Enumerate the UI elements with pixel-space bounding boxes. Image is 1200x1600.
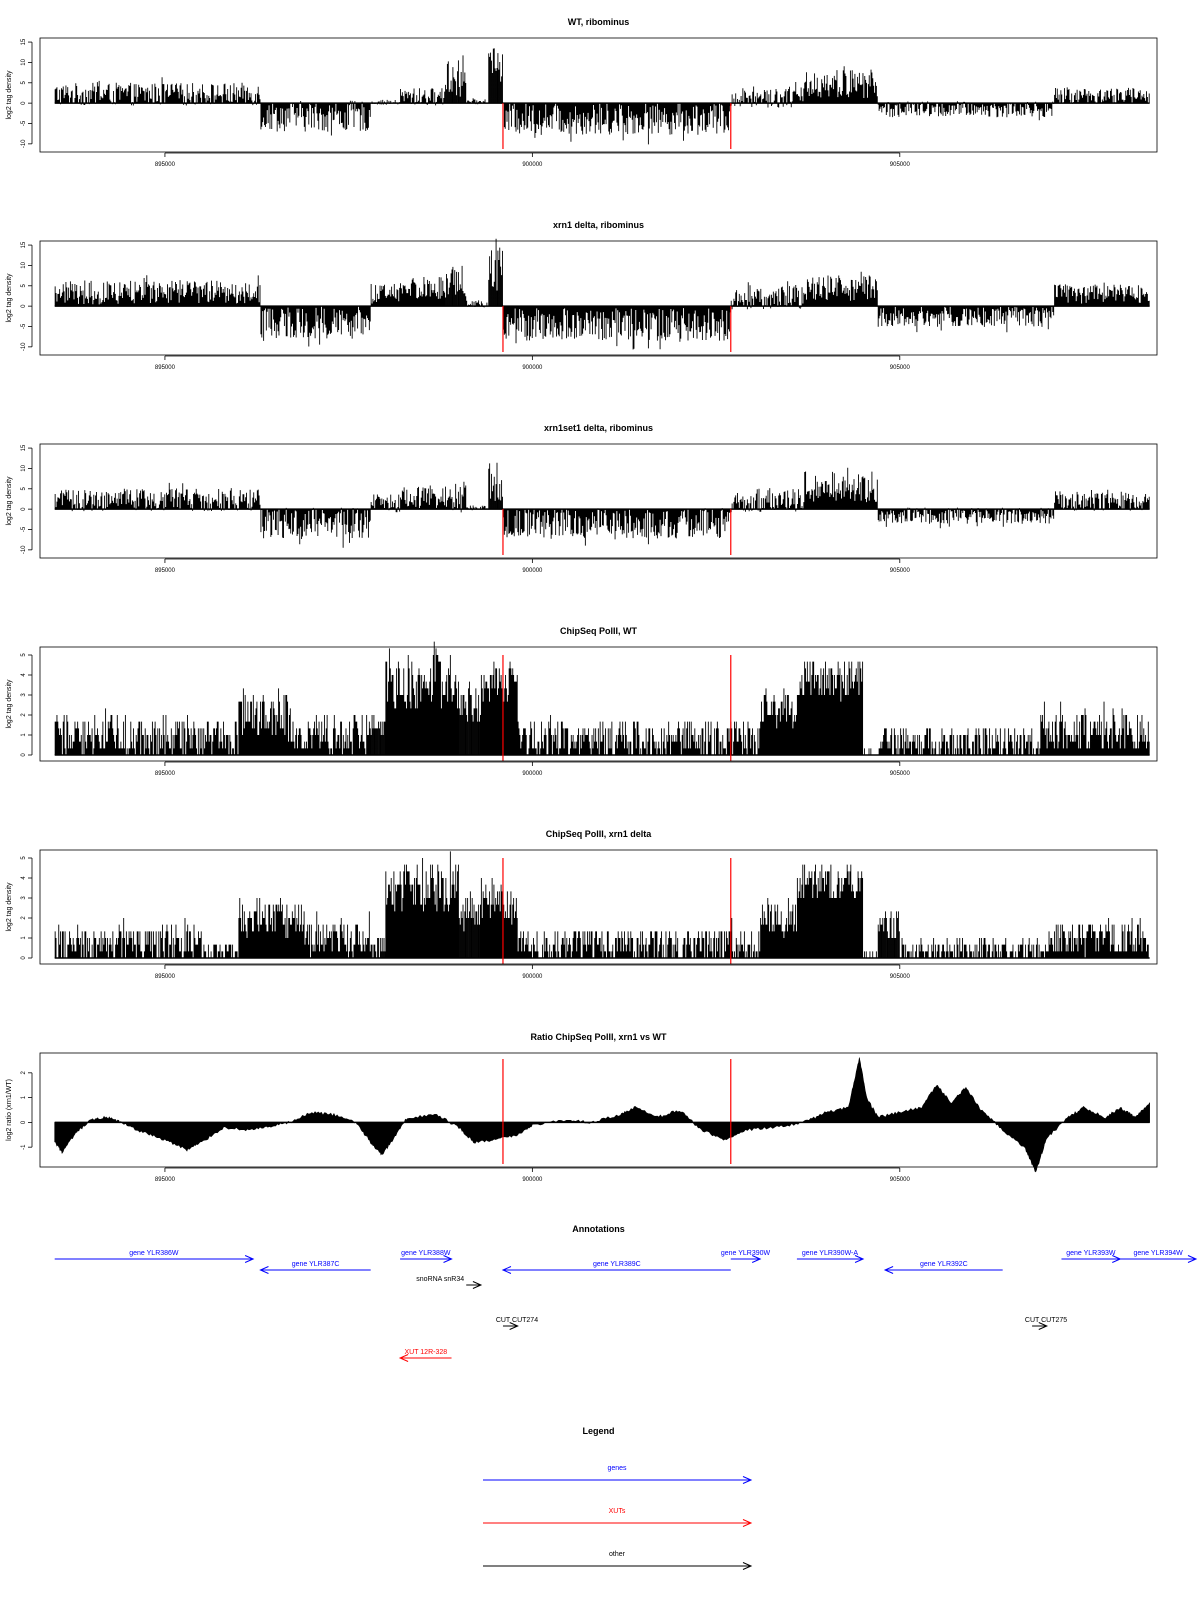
x-tick-label: 895000 <box>154 974 175 980</box>
feature-label: gene YLR388W <box>401 1250 451 1257</box>
y-axis-label: log2 tag density <box>6 882 13 932</box>
y-axis-label: log2 tag density <box>6 476 13 526</box>
x-tick-label: 895000 <box>154 365 175 371</box>
y-tick-label: 0 <box>21 753 27 757</box>
y-tick-label: 5 <box>21 284 27 288</box>
y-tick-label: 1 <box>21 1095 27 1100</box>
y-axis-label: log2 tag density <box>6 70 13 120</box>
panel-title: WT, ribominus <box>567 17 630 27</box>
y-tick-label: 1 <box>21 936 27 940</box>
legend-title: Legend <box>582 1426 615 1436</box>
feature-label: gene YLR393W <box>1066 1250 1116 1257</box>
panel-title: ChipSeq PolII, xrn1 delta <box>545 829 652 839</box>
x-tick-label: 905000 <box>889 771 910 777</box>
y-axis-label: log2 ratio (xrn1/WT) <box>6 1079 13 1141</box>
y-tick-label: -10 <box>21 342 27 352</box>
y-tick-label: 10 <box>21 59 27 66</box>
x-tick-label: 900000 <box>522 568 543 574</box>
x-tick-label: 895000 <box>154 771 175 777</box>
y-tick-label: -5 <box>21 120 27 127</box>
x-tick-label: 900000 <box>522 1177 543 1183</box>
y-tick-label: 4 <box>21 673 27 677</box>
y-axis-label: log2 tag density <box>6 273 13 323</box>
y-tick-label: 0 <box>21 304 27 308</box>
y-tick-label: 0 <box>21 101 27 105</box>
feature-label: gene YLR394W <box>1133 1250 1183 1257</box>
y-axis-label: log2 tag density <box>6 679 13 729</box>
y-tick-label: 10 <box>21 262 27 269</box>
y-tick-label: 15 <box>21 38 27 46</box>
y-tick-label: 5 <box>21 653 27 657</box>
feature-label: gene YLR387C <box>291 1261 340 1268</box>
feature-label: gene YLR390W <box>720 1250 771 1257</box>
panel-title: ChipSeq PolII, WT <box>560 626 637 636</box>
panel-title: xrn1set1 delta, ribominus <box>543 423 654 433</box>
y-tick-label: 5 <box>21 487 27 491</box>
y-tick-label: 5 <box>21 81 27 85</box>
y-tick-label: 4 <box>21 876 27 880</box>
y-tick-label: -10 <box>21 545 27 555</box>
feature-label: CUT CUT275 <box>1024 1317 1068 1324</box>
y-tick-label: 10 <box>21 465 27 472</box>
x-tick-label: 895000 <box>154 162 175 168</box>
y-tick-label: 15 <box>21 444 27 452</box>
x-tick-label: 900000 <box>522 974 543 980</box>
y-tick-label: 15 <box>21 241 27 249</box>
x-tick-label: 900000 <box>522 771 543 777</box>
x-tick-label: 905000 <box>889 162 910 168</box>
panel-title: Ratio ChipSeq PolII, xrn1 vs WT <box>530 1032 667 1042</box>
y-tick-label: 2 <box>21 916 27 920</box>
y-tick-label: 0 <box>21 507 27 511</box>
feature-label: gene YLR386W <box>129 1250 179 1257</box>
y-tick-label: 2 <box>21 713 27 717</box>
panel-title: xrn1 delta, ribominus <box>552 220 645 230</box>
y-tick-label: -1 <box>21 1144 27 1150</box>
y-tick-label: 2 <box>21 1071 27 1075</box>
y-tick-label: 3 <box>21 693 27 697</box>
x-tick-label: 905000 <box>889 974 910 980</box>
x-tick-label: 905000 <box>889 1177 910 1183</box>
feature-label: XUT 12R-328 <box>404 1349 448 1356</box>
y-tick-label: -10 <box>21 139 27 149</box>
y-tick-label: 1 <box>21 733 27 737</box>
x-tick-label: 905000 <box>889 365 910 371</box>
y-tick-label: 3 <box>21 896 27 900</box>
legend-item-label: genes <box>607 1465 627 1472</box>
feature-label: snoRNA snR34 <box>416 1276 465 1283</box>
annotations-title: Annotations <box>572 1224 625 1234</box>
y-tick-label: 5 <box>21 856 27 860</box>
x-tick-label: 895000 <box>154 1177 175 1183</box>
x-tick-label: 905000 <box>889 568 910 574</box>
y-tick-label: 0 <box>21 956 27 960</box>
feature-label: gene YLR389C <box>592 1261 641 1268</box>
y-tick-label: -5 <box>21 323 27 330</box>
legend-item-label: other <box>609 1551 625 1558</box>
x-tick-label: 895000 <box>154 568 175 574</box>
legend-item-label: XUTs <box>608 1508 626 1515</box>
feature-label: gene YLR392C <box>920 1261 968 1268</box>
feature-label: CUT CUT274 <box>495 1317 539 1324</box>
y-tick-label: 0 <box>21 1120 27 1125</box>
y-tick-label: -5 <box>21 526 27 533</box>
x-tick-label: 900000 <box>522 365 543 371</box>
x-tick-label: 900000 <box>522 162 543 168</box>
feature-label: gene YLR390W-A <box>801 1250 859 1257</box>
